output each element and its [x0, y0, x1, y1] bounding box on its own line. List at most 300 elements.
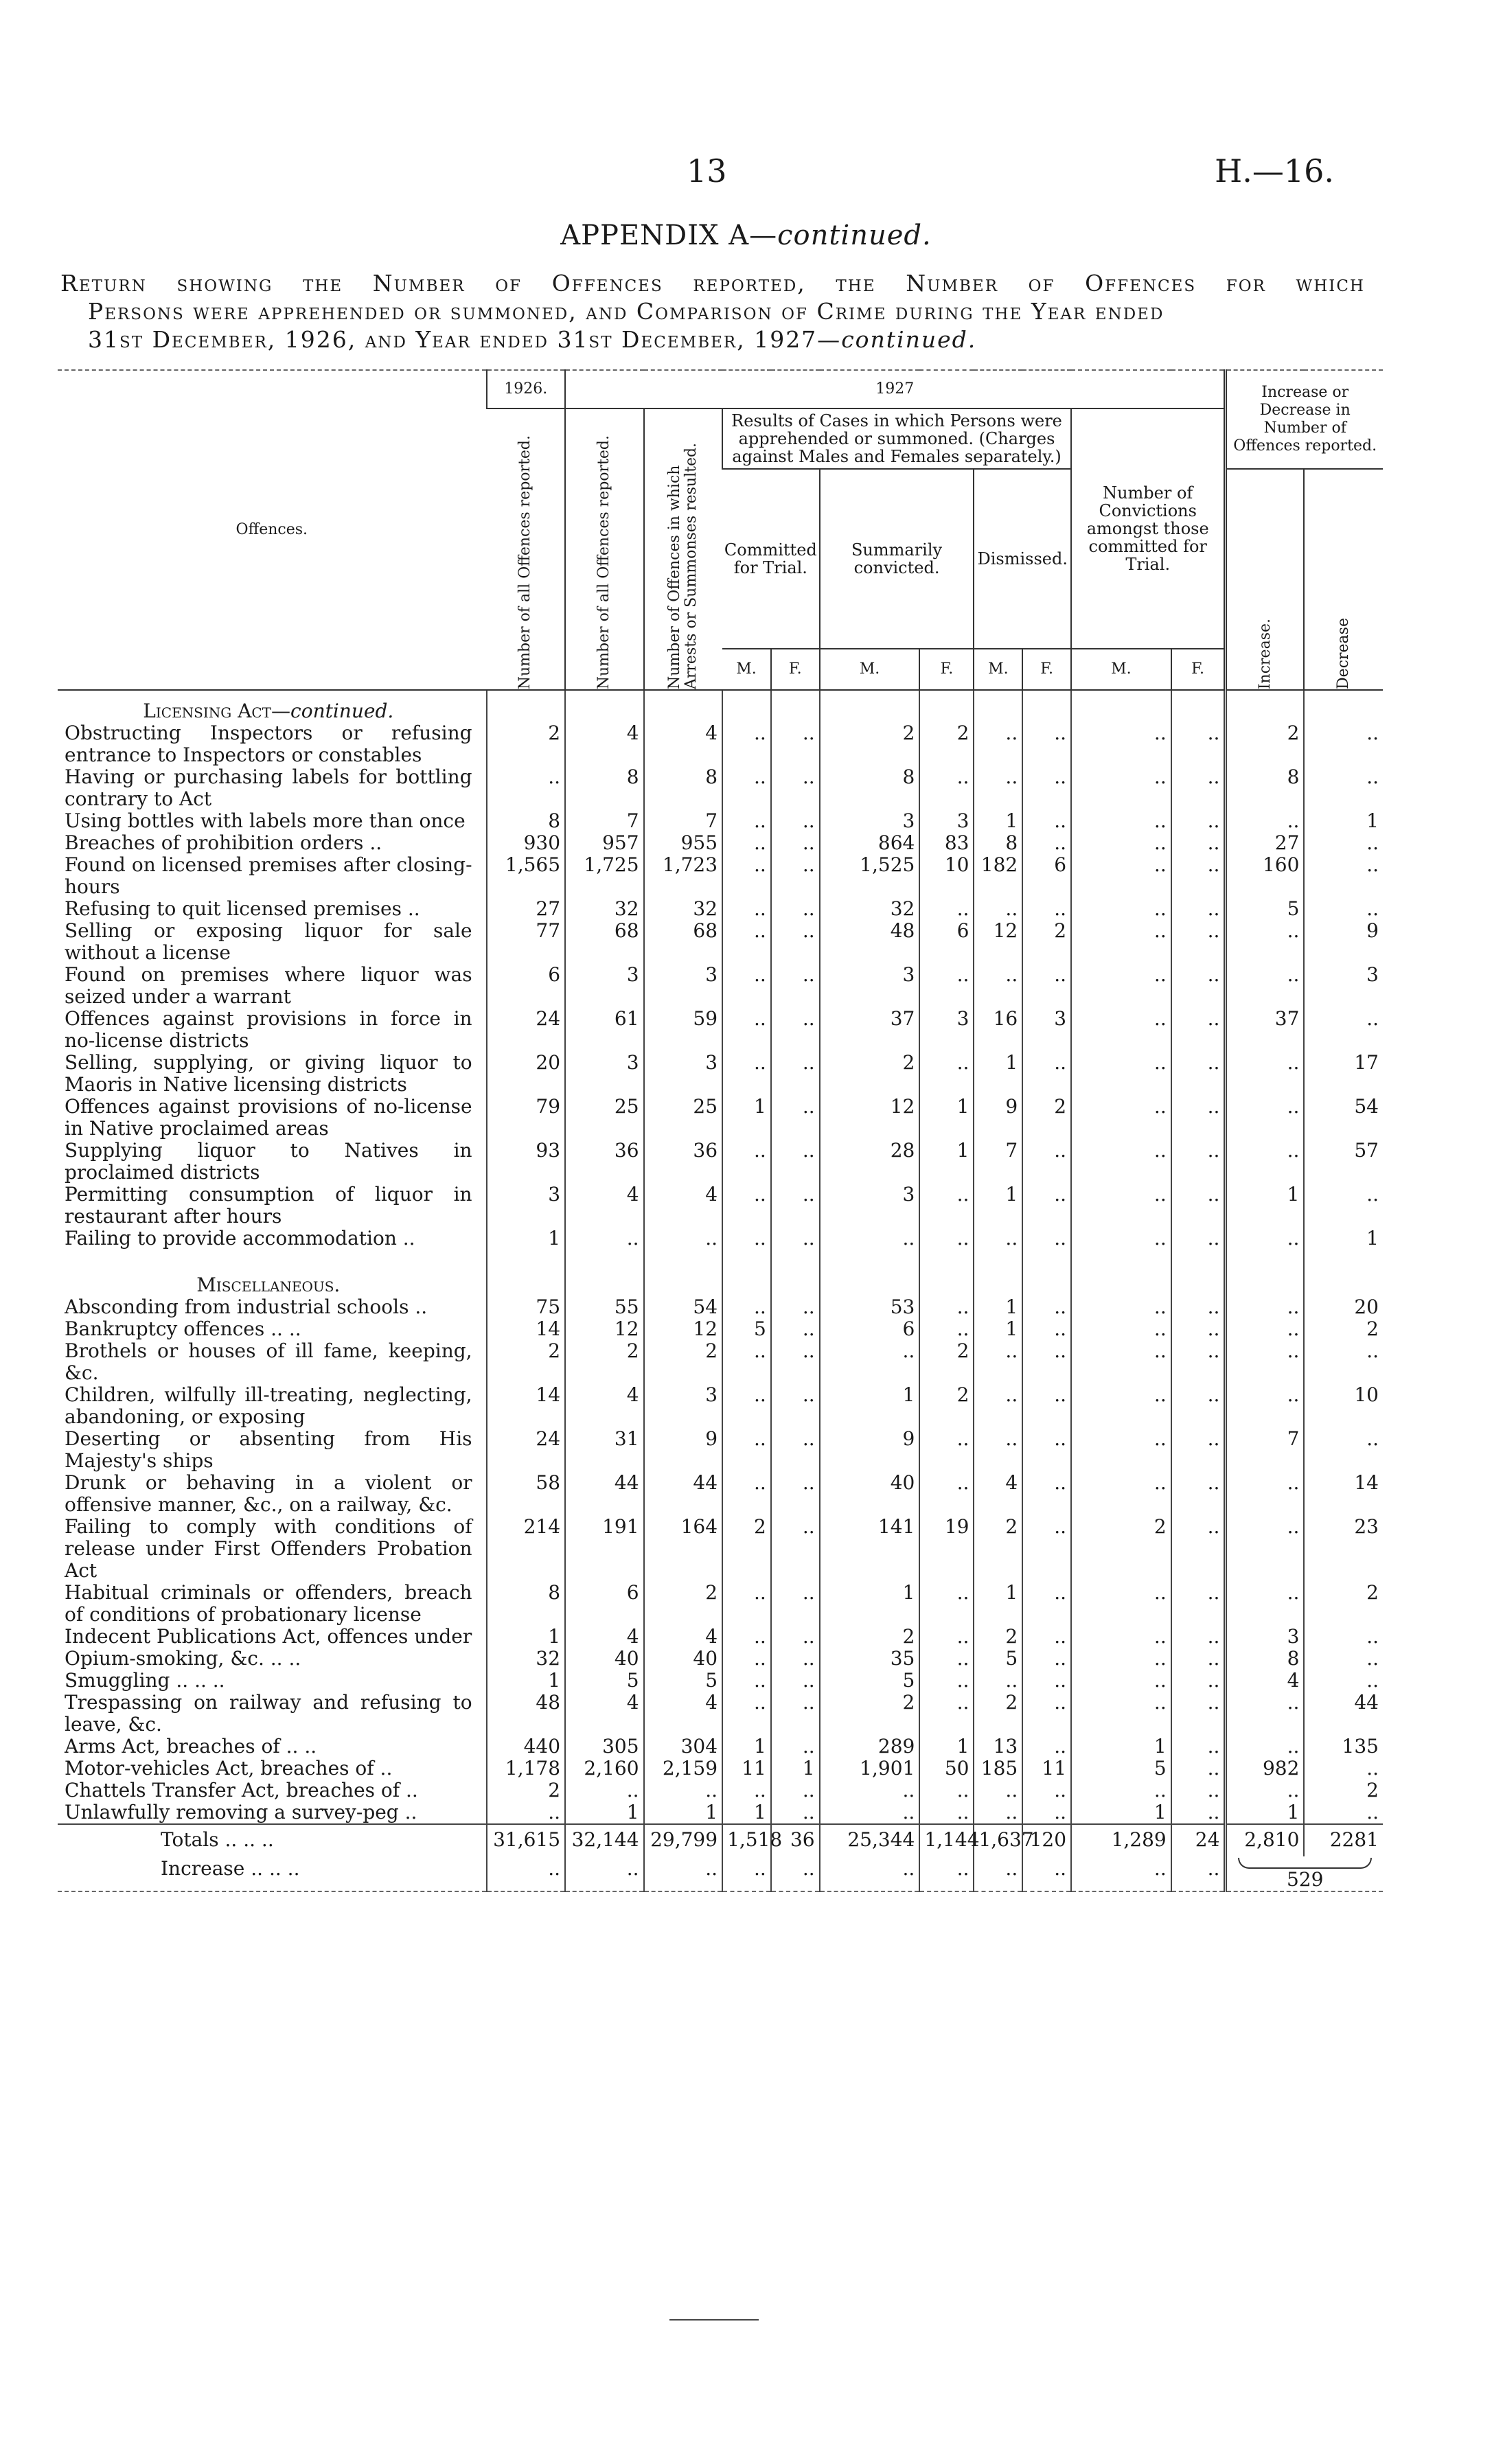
value-cell: 68 [644, 920, 723, 964]
value-cell: 23 [1304, 1516, 1383, 1582]
section-blank-cell [1304, 1265, 1383, 1296]
value-cell: 6 [565, 1582, 644, 1626]
return-title [60, 269, 1365, 354]
value-cell: 37 [1226, 1008, 1305, 1052]
value-cell: 8 [565, 766, 644, 810]
value-cell: 13 [974, 1736, 1022, 1758]
offence-name: Motor-vehicles Act, breaches of .. [65, 1757, 393, 1780]
table-row [58, 1472, 1383, 1516]
value-cell: .. [771, 898, 820, 920]
value-cell: .. [1171, 1582, 1226, 1626]
offence-name: Chattels Transfer Act, breaches of .. [65, 1779, 418, 1801]
offence-name: Selling, supplying, or giving liquor to Maoris in Native licensing districts [65, 1051, 472, 1096]
value-cell: .. [1071, 1052, 1171, 1096]
increase-cell: .. [1022, 1856, 1071, 1891]
offence-name: Drunk or behaving in a violent or offensive manner, &c., on a railway, &c. [65, 1471, 472, 1516]
value-cell: .. [1022, 1516, 1071, 1582]
value-cell: 2 [1304, 1318, 1383, 1340]
value-cell: .. [1071, 1626, 1171, 1648]
value-cell: .. [1022, 1228, 1071, 1250]
table-row [58, 854, 1383, 898]
value-cell: 3 [487, 1184, 566, 1228]
value-cell: .. [771, 1228, 820, 1250]
section-blank-cell [487, 1265, 566, 1296]
value-cell: .. [771, 1384, 820, 1428]
value-cell: .. [919, 1780, 974, 1801]
table-row [58, 1801, 1383, 1824]
value-cell: .. [1071, 964, 1171, 1008]
value-cell: .. [1022, 1736, 1071, 1758]
value-cell: 5 [974, 1648, 1022, 1670]
value-cell: 27 [487, 898, 566, 920]
value-cell: 8 [820, 766, 920, 810]
value-cell: .. [1071, 1228, 1171, 1250]
value-cell: .. [1171, 1670, 1226, 1692]
value-cell: .. [1226, 920, 1305, 964]
value-cell: .. [771, 1801, 820, 1824]
value-cell: .. [974, 1670, 1022, 1692]
offence-name: Arms Act, breaches of .. .. [65, 1735, 317, 1758]
value-cell: 83 [919, 832, 974, 854]
value-cell: 4 [565, 1626, 644, 1648]
value-cell: 289 [820, 1736, 920, 1758]
section-title-text: Miscellaneous. [196, 1274, 341, 1296]
value-cell: .. [1022, 1648, 1071, 1670]
section-blank-cell [644, 1265, 723, 1296]
value-cell: .. [974, 766, 1022, 810]
section-heading-row [58, 690, 1383, 722]
value-cell: 54 [1304, 1096, 1383, 1140]
value-cell: .. [1022, 1428, 1071, 1472]
return-title-line-1: Return showing the Number of Offences reported, the Number of Offences for which [60, 270, 1365, 297]
value-cell: .. [1171, 854, 1226, 898]
table-row [58, 920, 1383, 964]
table-row [58, 1670, 1383, 1692]
value-cell: .. [771, 1736, 820, 1758]
value-cell: .. [1226, 1780, 1305, 1801]
value-cell: .. [1226, 1582, 1305, 1626]
spacer-cell [1171, 1250, 1226, 1265]
value-cell: .. [919, 1692, 974, 1736]
value-cell: 135 [1304, 1736, 1383, 1758]
section-blank-cell [487, 690, 566, 722]
increase-cell: .. [1071, 1856, 1171, 1891]
value-cell: .. [1171, 1648, 1226, 1670]
value-cell: .. [722, 898, 771, 920]
offence-name: Deserting or absenting from His Majesty's ships [65, 1427, 472, 1472]
value-cell: 2 [722, 1516, 771, 1582]
offence-name: Offences against provisions of no-license in Native proclaimed areas [65, 1095, 472, 1140]
value-cell: .. [771, 722, 820, 766]
totals-label: Totals .. .. .. [58, 1824, 487, 1856]
value-cell: 12 [644, 1318, 723, 1340]
value-cell: .. [1171, 1008, 1226, 1052]
table-row [58, 722, 1383, 766]
value-cell: 37 [820, 1008, 920, 1052]
value-cell: 7 [1226, 1428, 1305, 1472]
value-cell: .. [722, 810, 771, 832]
value-cell: 6 [487, 964, 566, 1008]
section-blank-cell [1171, 690, 1226, 722]
value-cell: .. [1071, 766, 1171, 810]
value-cell: 1 [487, 1228, 566, 1250]
value-cell: 440 [487, 1736, 566, 1758]
value-cell: .. [1071, 854, 1171, 898]
value-cell: .. [919, 1582, 974, 1626]
value-cell: .. [1071, 1318, 1171, 1340]
value-cell: 59 [644, 1008, 723, 1052]
section-blank-cell [722, 1265, 771, 1296]
value-cell: .. [1071, 722, 1171, 766]
value-cell: 1,725 [565, 854, 644, 898]
value-cell: .. [722, 722, 771, 766]
appendix-title: APPENDIX A—continued. [560, 220, 932, 251]
value-cell: .. [1171, 1780, 1226, 1801]
value-cell: 1 [919, 1736, 974, 1758]
value-cell: .. [1226, 810, 1305, 832]
value-cell: 93 [487, 1140, 566, 1184]
totals-cell: 1,637 [974, 1824, 1022, 1856]
value-cell: .. [1071, 1340, 1171, 1384]
value-cell: 9 [1304, 920, 1383, 964]
value-cell: 17 [1304, 1052, 1383, 1096]
increase-label: Increase .. .. .. [161, 1857, 300, 1880]
value-cell: .. [771, 1780, 820, 1801]
header-reported-1927: Number of all Offences reported. [565, 408, 644, 690]
value-cell: .. [1022, 1780, 1071, 1801]
value-cell: 2 [1304, 1780, 1383, 1801]
value-cell: .. [771, 1096, 820, 1140]
value-cell: 1 [1304, 810, 1383, 832]
value-cell: 2 [919, 1384, 974, 1428]
table-row [58, 766, 1383, 810]
value-cell: 141 [820, 1516, 920, 1582]
value-cell: 3 [644, 1052, 723, 1096]
value-cell: .. [974, 898, 1022, 920]
value-cell: 24 [487, 1008, 566, 1052]
header-results: Results of Cases in which Persons were apprehended or summoned. (Charges against Males and Females separately.) [722, 408, 1071, 469]
value-cell: .. [919, 1626, 974, 1648]
value-cell: 44 [1304, 1692, 1383, 1736]
value-cell: 3 [644, 964, 723, 1008]
value-cell: 1 [974, 1184, 1022, 1228]
section-blank-cell [1226, 1265, 1305, 1296]
value-cell: .. [771, 1184, 820, 1228]
value-cell: .. [1171, 964, 1226, 1008]
value-cell: .. [1022, 1670, 1071, 1692]
value-cell: .. [1171, 832, 1226, 854]
value-cell: .. [1304, 898, 1383, 920]
header-year-1927: 1927 [565, 370, 1226, 408]
table-row [58, 1052, 1383, 1096]
value-cell: .. [771, 1626, 820, 1648]
value-cell: 2 [1304, 1582, 1383, 1626]
value-cell: .. [1022, 1318, 1071, 1340]
offence-name: Failing to provide accommodation .. [65, 1227, 415, 1250]
value-cell: 5 [722, 1318, 771, 1340]
value-cell: .. [565, 1780, 644, 1801]
value-cell: 1 [565, 1801, 644, 1824]
spacer-cell [1304, 1250, 1383, 1265]
value-cell: 2 [565, 1340, 644, 1384]
value-cell: 2 [820, 1626, 920, 1648]
value-cell: .. [974, 1780, 1022, 1801]
value-cell: 6 [820, 1318, 920, 1340]
value-cell: .. [919, 964, 974, 1008]
value-cell: 5 [1071, 1758, 1171, 1780]
offence-name: Habitual criminals or offenders, breach of conditions of probationary license [65, 1581, 472, 1626]
value-cell: 25 [565, 1096, 644, 1140]
section-blank-cell [771, 1265, 820, 1296]
value-cell: .. [1071, 1184, 1171, 1228]
value-cell: 24 [487, 1428, 566, 1472]
value-cell: 1 [1071, 1801, 1171, 1824]
section-blank-cell [1022, 690, 1071, 722]
value-cell: .. [1071, 898, 1171, 920]
section-blank-cell [1171, 1265, 1226, 1296]
value-cell: 1 [1071, 1736, 1171, 1758]
value-cell: .. [1171, 1516, 1226, 1582]
table-row [58, 810, 1383, 832]
increase-cell: .. [771, 1856, 820, 1891]
offence-name: Selling or exposing liquor for sale without a license [65, 919, 472, 964]
value-cell: 40 [820, 1472, 920, 1516]
value-cell: 5 [565, 1670, 644, 1692]
header-summarily: Summarily convicted. [820, 469, 974, 649]
value-cell: 864 [820, 832, 920, 854]
value-cell: 6 [919, 920, 974, 964]
header-dismissed-m: M. [974, 649, 1022, 690]
value-cell: .. [974, 722, 1022, 766]
offence-name: Absconding from industrial schools .. [65, 1296, 428, 1318]
value-cell: 14 [487, 1318, 566, 1340]
value-cell: 2 [644, 1340, 723, 1384]
value-cell: 58 [487, 1472, 566, 1516]
header-summarily-m: M. [820, 649, 920, 690]
offence-name: Obstructing Inspectors or refusing entrance to Inspectors or constables [65, 722, 472, 766]
offence-name: Failing to comply with conditions of release under First Offenders Probation Act [65, 1515, 472, 1582]
header-committed: Committed for Trial. [722, 469, 820, 649]
value-cell: .. [722, 766, 771, 810]
section-title-text: Licensing Act— [143, 700, 291, 722]
value-cell: 955 [644, 832, 723, 854]
value-cell: .. [722, 1140, 771, 1184]
value-cell: .. [820, 1780, 920, 1801]
value-cell: .. [722, 854, 771, 898]
value-cell: .. [1022, 810, 1071, 832]
value-cell: .. [1171, 1184, 1226, 1228]
value-cell: .. [919, 1428, 974, 1472]
section-blank-cell [565, 1265, 644, 1296]
value-cell: .. [1171, 1758, 1226, 1780]
value-cell: .. [722, 920, 771, 964]
value-cell: 8 [1226, 766, 1305, 810]
net-increase-brace [1231, 1858, 1379, 1891]
value-cell: 19 [919, 1516, 974, 1582]
value-cell: 14 [1304, 1472, 1383, 1516]
value-cell: 4 [1226, 1670, 1305, 1692]
value-cell: .. [1226, 1096, 1305, 1140]
table-row [58, 1692, 1383, 1736]
value-cell: .. [1171, 1472, 1226, 1516]
value-cell: .. [1071, 920, 1171, 964]
header-summarily-f: F. [919, 649, 974, 690]
table-row [58, 1296, 1383, 1318]
value-cell: 61 [565, 1008, 644, 1052]
section-blank-cell [919, 1265, 974, 1296]
value-cell: .. [1022, 1296, 1071, 1318]
increase-cell: .. [644, 1856, 723, 1891]
value-cell: .. [820, 1340, 920, 1384]
value-cell: .. [919, 1670, 974, 1692]
value-cell: 27 [1226, 832, 1305, 854]
value-cell: 2 [487, 1780, 566, 1801]
value-cell: .. [487, 766, 566, 810]
value-cell: .. [771, 1318, 820, 1340]
value-cell: .. [771, 1428, 820, 1472]
value-cell: 4 [644, 1184, 723, 1228]
value-cell: .. [722, 964, 771, 1008]
offence-name: Indecent Publications Act, offences under [65, 1625, 472, 1648]
value-cell: 11 [722, 1758, 771, 1780]
header-decrease: Decrease [1304, 469, 1383, 690]
value-cell: 2 [820, 1692, 920, 1736]
value-cell: .. [1171, 766, 1226, 810]
value-cell: .. [919, 1318, 974, 1340]
value-cell: .. [1304, 1670, 1383, 1692]
value-cell: .. [1226, 1318, 1305, 1340]
value-cell: .. [919, 766, 974, 810]
brace-shape [1238, 1858, 1372, 1869]
value-cell: .. [722, 1780, 771, 1801]
value-cell: .. [1226, 1692, 1305, 1736]
value-cell: .. [1071, 1428, 1171, 1472]
value-cell: .. [1022, 1472, 1071, 1516]
value-cell: .. [722, 832, 771, 854]
value-cell: .. [722, 1670, 771, 1692]
offence-name: Permitting consumption of liquor in restaurant after hours [65, 1183, 472, 1228]
value-cell: .. [1304, 832, 1383, 854]
value-cell: .. [1226, 1296, 1305, 1318]
value-cell: 1 [974, 1318, 1022, 1340]
value-cell: 9 [820, 1428, 920, 1472]
value-cell: 9 [644, 1428, 723, 1472]
value-cell: 55 [565, 1296, 644, 1318]
value-cell: 5 [1226, 898, 1305, 920]
section-blank-cell [974, 1265, 1022, 1296]
totals-row [58, 1824, 1383, 1856]
offence-name: Trespassing on railway and refusing to leave, &c. [65, 1691, 472, 1736]
value-cell: 2 [974, 1626, 1022, 1648]
value-cell: 9 [974, 1096, 1022, 1140]
value-cell: 1 [487, 1626, 566, 1648]
value-cell: 2 [644, 1582, 723, 1626]
value-cell: 4 [644, 1692, 723, 1736]
value-cell: .. [919, 1648, 974, 1670]
value-cell: 48 [820, 920, 920, 964]
value-cell: .. [722, 1648, 771, 1670]
section-title [58, 1265, 487, 1296]
spacer-cell [1022, 1250, 1071, 1265]
value-cell: .. [1022, 766, 1071, 810]
value-cell: .. [771, 1008, 820, 1052]
value-cell: 1 [771, 1758, 820, 1780]
table-row [58, 1758, 1383, 1780]
value-cell: 1 [974, 810, 1022, 832]
header-dismissed: Dismissed. [974, 469, 1071, 649]
value-cell: 5 [820, 1670, 920, 1692]
totals-cell: 25,344 [820, 1824, 920, 1856]
value-cell: 1 [974, 1052, 1022, 1096]
value-cell: 68 [565, 920, 644, 964]
value-cell: .. [771, 1472, 820, 1516]
value-cell: 4 [644, 1626, 723, 1648]
value-cell: .. [1226, 1140, 1305, 1184]
offence-name: Found on licensed premises after closing-hours [65, 853, 472, 898]
value-cell: .. [1022, 1340, 1071, 1384]
value-cell: 3 [1304, 964, 1383, 1008]
section-blank-cell [644, 690, 723, 722]
offence-name: Breaches of prohibition orders .. [65, 831, 382, 854]
value-cell: 1 [820, 1384, 920, 1428]
value-cell: .. [1022, 832, 1071, 854]
value-cell: 5 [644, 1670, 723, 1692]
value-cell: 16 [974, 1008, 1022, 1052]
value-cell: 2 [1226, 722, 1305, 766]
value-cell: .. [1071, 1384, 1171, 1428]
value-cell: .. [722, 1692, 771, 1736]
value-cell: 54 [644, 1296, 723, 1318]
header-convictions-m: M. [1071, 649, 1171, 690]
value-cell: 20 [487, 1052, 566, 1096]
value-cell: .. [1022, 722, 1071, 766]
value-cell: .. [771, 1516, 820, 1582]
value-cell: 53 [820, 1296, 920, 1318]
table-row [58, 1428, 1383, 1472]
value-cell: .. [974, 1801, 1022, 1824]
value-cell: .. [1226, 1340, 1305, 1384]
value-cell: 4 [565, 1184, 644, 1228]
value-cell: .. [1071, 1670, 1171, 1692]
totals-cell: 32,144 [565, 1824, 644, 1856]
value-cell: .. [722, 1296, 771, 1318]
value-cell: .. [1022, 1626, 1071, 1648]
table-row [58, 1008, 1383, 1052]
increase-cell: .. [1171, 1856, 1226, 1891]
value-cell: 14 [487, 1384, 566, 1428]
value-cell: 2 [820, 722, 920, 766]
table-row [58, 1184, 1383, 1228]
section-blank-cell [974, 690, 1022, 722]
value-cell: 1 [974, 1296, 1022, 1318]
value-cell: 79 [487, 1096, 566, 1140]
value-cell: .. [722, 1472, 771, 1516]
header-convictions: Number of Convictions amongst those committed for Trial. [1071, 408, 1226, 649]
value-cell: .. [722, 1340, 771, 1384]
totals-cell: 1,518 [722, 1824, 771, 1856]
value-cell: 2,159 [644, 1758, 723, 1780]
value-cell: 2 [974, 1516, 1022, 1582]
value-cell: .. [1071, 1008, 1171, 1052]
table-row [58, 1648, 1383, 1670]
value-cell: 1,178 [487, 1758, 566, 1780]
spacer-cell [58, 1250, 487, 1265]
value-cell: 7 [644, 810, 723, 832]
value-cell: .. [919, 1296, 974, 1318]
section-blank-cell [820, 690, 920, 722]
value-cell: 1 [722, 1736, 771, 1758]
value-cell: .. [1304, 1008, 1383, 1052]
